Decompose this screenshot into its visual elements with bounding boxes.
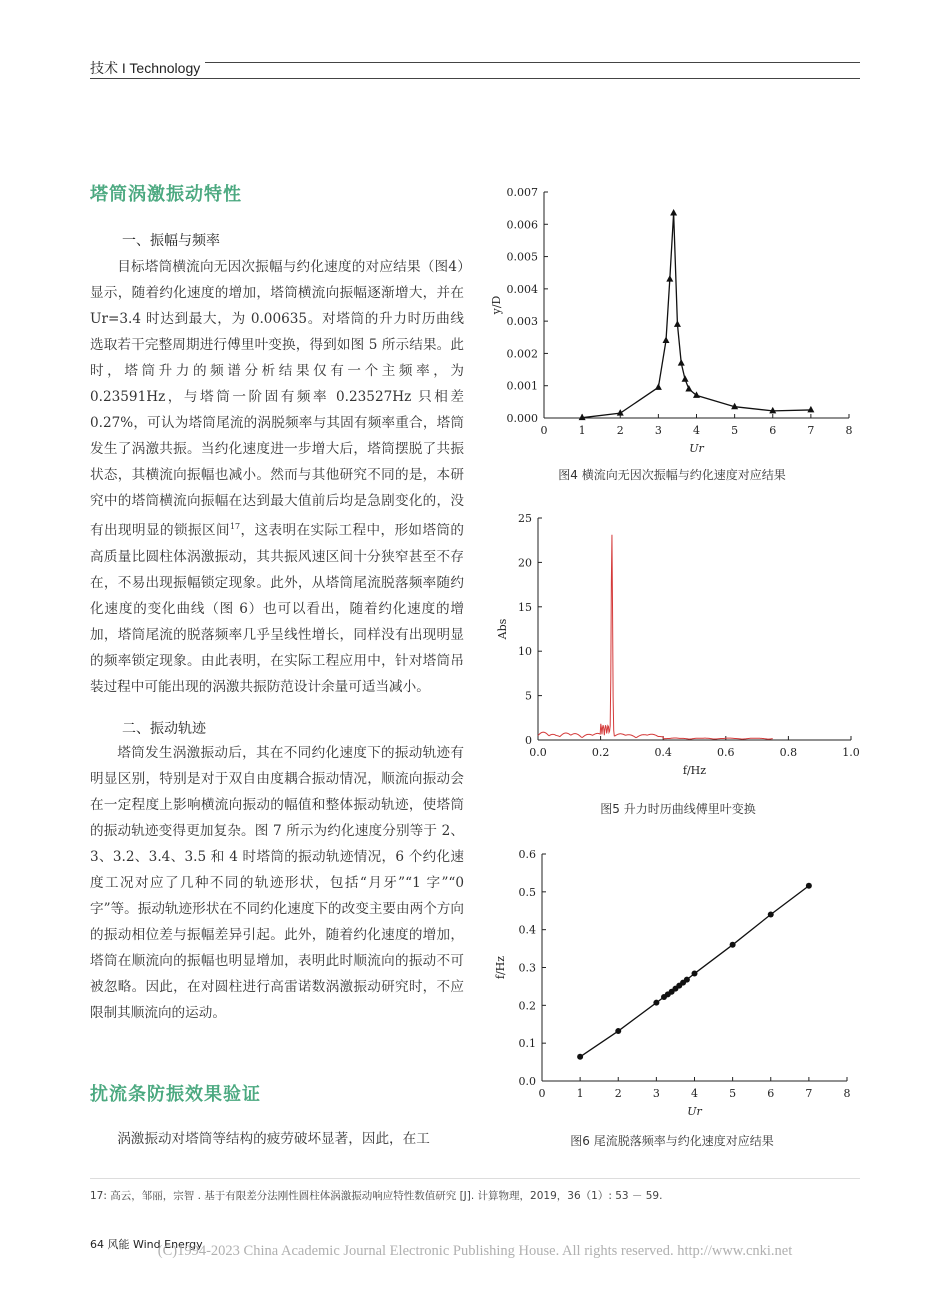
x-tick-label: 7 bbox=[807, 424, 815, 437]
figure-6-chart bbox=[484, 842, 864, 1127]
y-tick-label: 20 bbox=[518, 556, 532, 570]
x-tick-label: 0 bbox=[540, 424, 548, 437]
fig4-data-point bbox=[655, 383, 662, 390]
x-tick-label: 5 bbox=[731, 424, 739, 437]
fig4-data-point bbox=[807, 406, 814, 413]
fig4-data-point bbox=[678, 359, 685, 366]
y-tick-label: 0.000 bbox=[506, 412, 538, 425]
y-tick-label: 0.002 bbox=[506, 347, 538, 361]
x-axis-label: Ur bbox=[689, 442, 704, 455]
y-tick-label: 0.005 bbox=[506, 250, 538, 264]
fig4-plot bbox=[490, 186, 853, 455]
x-tick-label: 6 bbox=[767, 1087, 775, 1100]
x-tick-label: 1.0 bbox=[842, 746, 860, 759]
fig4-data-point bbox=[674, 320, 681, 327]
body-text-block-1 bbox=[90, 254, 464, 700]
fig6-data-point bbox=[806, 883, 812, 889]
y-tick-label: 15 bbox=[518, 600, 532, 614]
y-tick-label: 0.001 bbox=[506, 379, 538, 393]
fig4-data-point bbox=[666, 275, 673, 282]
running-header: 技术 I Technology bbox=[90, 60, 201, 76]
header-rule-bottom bbox=[90, 78, 860, 79]
y-axis-label: y/D bbox=[490, 295, 503, 315]
y-tick-label: 0 bbox=[525, 734, 532, 747]
section-title-strake-validation: 扰流条防振效果验证 bbox=[90, 1084, 261, 1105]
y-tick-label: 0.6 bbox=[518, 848, 536, 861]
x-tick-label: 3 bbox=[654, 424, 662, 437]
fig6-data-point bbox=[730, 942, 736, 948]
x-tick-label: 0.4 bbox=[654, 746, 672, 759]
fig5-plot bbox=[496, 512, 860, 777]
header-rule bbox=[205, 62, 860, 63]
x-tick-label: 4 bbox=[693, 424, 700, 437]
fig4-data-point bbox=[663, 337, 670, 344]
y-tick-label: 0.006 bbox=[506, 218, 538, 232]
fig6-plot bbox=[494, 848, 851, 1118]
citation-superscript: 17 bbox=[229, 522, 241, 531]
fig6-data-point bbox=[684, 977, 690, 983]
fig6-data-point bbox=[653, 1000, 659, 1006]
subsection-title-trajectory: 二、振动轨迹 bbox=[122, 721, 206, 737]
y-tick-label: 0.004 bbox=[506, 282, 538, 296]
fig6-data-point bbox=[577, 1054, 583, 1060]
fig6-data-point bbox=[768, 912, 774, 918]
fig4-data-point bbox=[670, 209, 677, 216]
y-tick-label: 5 bbox=[525, 689, 532, 703]
footnote: 17: 高云，邹丽，宗智 . 基于有限差分法刚性圆柱体涡激振动响应特性数值研究 [J]. 计算物理，2019，36（1）: 53 － 59. bbox=[90, 1190, 663, 1202]
y-tick-label: 10 bbox=[518, 645, 532, 659]
x-tick-label: 6 bbox=[769, 424, 777, 437]
paragraph-strake: 涡激振动对塔筒等结构的疲劳破坏显著，因此，在工 bbox=[117, 1131, 430, 1147]
section-title-vortex-vibration: 塔筒涡激振动特性 bbox=[90, 184, 242, 205]
y-tick-label: 0.003 bbox=[506, 315, 538, 329]
watermark: (C)1994-2023 China Academic Journal Electronic Publishing House. All rights reserved. http://www.cnki.net bbox=[157, 1243, 793, 1259]
y-tick-label: 0.5 bbox=[518, 885, 536, 899]
fig6-data-point bbox=[692, 971, 698, 977]
fig4-series-line bbox=[582, 213, 811, 418]
paragraph-trajectory: 塔筒发生涡激振动后，其在不同约化速度下的振动轨迹有明显区别，特别是对于双自由度耦合振动情况，顺流向振动会在一定程度上影响横流向振动的幅值和整体振动轨迹，使塔筒的振动轨迹变得更加复杂。图 7 所示为约化速度分别等于 2、3、3.2、3.4、3.5 和 4 时塔筒的振动轨迹情况，6 个约化速度工况对应了几种不同的轨迹形状，包括“月牙”“1 字”“0 字”等。振动轨迹形状在不同约化速度下的改变主要由两个方向的振动相位差与振幅差异引起。此外，随着约化速度的增加，塔筒在顺流向的振幅也明显增加，表明此时顺流向的振动不可被忽略。因此，在对圆柱进行高雷诺数涡激振动研究时，不应限制其顺流向的运动。 bbox=[90, 745, 464, 1021]
fig4-data-point bbox=[682, 375, 689, 382]
figure-6-caption: 图6 尾流脱落频率与约化速度对应结果 bbox=[570, 1134, 774, 1148]
x-axis-label: f/Hz bbox=[682, 764, 707, 777]
y-tick-label: 0.3 bbox=[518, 961, 536, 975]
y-tick-label: 0.007 bbox=[506, 186, 538, 199]
x-tick-label: 1 bbox=[578, 424, 586, 437]
y-tick-label: 0.1 bbox=[518, 1037, 536, 1051]
figure-5-caption: 图5 升力时历曲线傅里叶变换 bbox=[600, 802, 756, 816]
fig4-data-point bbox=[685, 385, 692, 392]
footnote-rule bbox=[90, 1178, 860, 1179]
x-tick-label: 1 bbox=[576, 1087, 584, 1100]
x-tick-label: 0.8 bbox=[779, 746, 798, 759]
y-tick-label: 0.0 bbox=[518, 1075, 536, 1088]
fig4-data-point bbox=[693, 391, 700, 398]
figure-5-chart bbox=[484, 508, 864, 788]
x-axis-label: Ur bbox=[687, 1105, 702, 1118]
x-tick-label: 7 bbox=[805, 1087, 813, 1100]
body-text-block-2 bbox=[90, 740, 464, 1026]
y-tick-label: 0.2 bbox=[518, 999, 536, 1013]
x-tick-label: 0.0 bbox=[529, 746, 547, 759]
figure-4-caption: 图4 横流向无因次振幅与约化速度对应结果 bbox=[558, 468, 786, 482]
y-tick-label: 25 bbox=[518, 512, 532, 525]
paragraph-amplitude bbox=[90, 254, 464, 700]
paragraph-text: 目标塔筒横流向无因次振幅与约化速度的对应结果（图4）显示，随着约化速度的增加，塔筒横流向振幅逐渐增大，并在 Ur=3.4 时达到最大，为 0.00635。对塔筒的升力时历曲线选取若干完整周期进行傅里叶变换，得到如图 5 所示结果。此时，塔筒升力的频谱分析结果仅有一个主频率，为 0.23591Hz，与塔筒一阶固有频率 0.23527Hz 只相差 0.27%，可认为塔筒尾流的涡脱频率与其固有频率重合，塔筒发生了涡激共振。当约化速度进一步增大后，塔筒摆脱了共振状态，其横流向振幅也减小。然而与其他研究不同的是，本研究中的塔筒横流向振幅在达到最大值前后均是急剧变化的，没有出现明显的锁振区间 bbox=[90, 259, 464, 539]
x-tick-label: 2 bbox=[614, 1087, 622, 1100]
paragraph-text-cont: ，这表明在实际工程中，形如塔筒的高质量比圆柱体涡激振动，其共振风速区间十分狭窄甚至不存在，不易出现振幅锁定现象。此外，从塔筒尾流脱落频率随约化速度的变化曲线（图 6）也可以看出，随着约化速度的增加，塔筒尾流的脱落频率几乎呈线性增长，同样没有出现明显的频率锁定现象。由此表明，在实际工程应用中，针对塔筒吊装过程中可能出现的涡激共振防范设计余量可适当减小。 bbox=[90, 522, 465, 695]
x-tick-label: 8 bbox=[845, 424, 853, 437]
x-tick-label: 0 bbox=[538, 1087, 546, 1100]
x-tick-label: 4 bbox=[691, 1087, 698, 1100]
x-tick-label: 8 bbox=[843, 1087, 851, 1100]
x-tick-label: 2 bbox=[616, 424, 624, 437]
x-tick-label: 3 bbox=[652, 1087, 660, 1100]
subsection-title-amplitude-frequency: 一、振幅与频率 bbox=[122, 233, 220, 249]
body-text-block-3 bbox=[90, 1126, 464, 1152]
y-axis-label: Abs bbox=[496, 618, 509, 640]
y-tick-label: 0.4 bbox=[518, 923, 536, 937]
fig6-data-point bbox=[615, 1028, 621, 1034]
x-tick-label: 0.6 bbox=[717, 746, 735, 759]
fig4-data-point bbox=[617, 409, 624, 416]
x-tick-label: 0.2 bbox=[591, 746, 610, 759]
fig5-spectrum-line bbox=[538, 535, 773, 739]
x-tick-label: 5 bbox=[729, 1087, 737, 1100]
y-axis-label: f/Hz bbox=[494, 955, 507, 980]
figure-4-chart bbox=[484, 180, 864, 460]
page-footer: 64 风能 Wind Energy bbox=[90, 1238, 203, 1251]
